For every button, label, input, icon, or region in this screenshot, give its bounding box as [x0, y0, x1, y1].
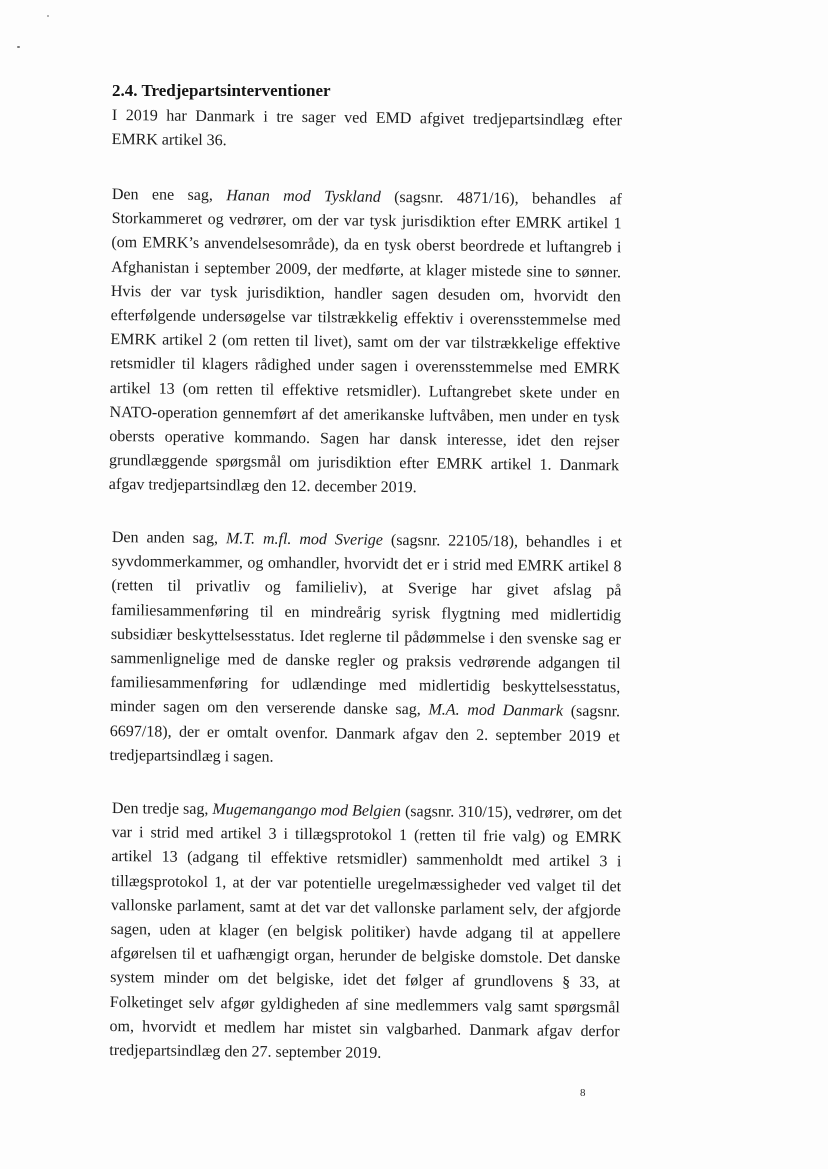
case-lead: Den anden sag,: [111, 529, 227, 548]
case-lead: Den ene sag,: [111, 186, 227, 205]
case-text: (sagsnr. 310/15), vedrører, om det var i strid med artikel 3 i tillægsprotokol 1 (retten til frie valg) og EMRK artikel 13 (adgang til effektive retsmidler) sammenholdt med artikel 3 i tillægsprotokol 1, at der var potentielle uregelmæssigheder ved valget til det vallonske parlament, samt at det var det vallonske parlament selv, der afgjorde sagen, uden at klager (en belgisk politiker) havde adgang til at appellere afgørelsen til et uafhængigt organ, herunder de belgiske domstole. Det danske system minder om det belgiske, idet det følger af grundlovens § 33, at Folketinget selv afgør gyldigheden af sine medlemmers valg samt spørgsmål om, hvorvidt et medlem har mistet sin valgbarhed. Danmark afgav derfor tredjepartsindlæg den 27. september 2019.: [109, 803, 622, 1062]
case-name: Hanan mod Tyskland: [226, 187, 381, 207]
intro-paragraph: I 2019 har Danmark i tre sager ved EMD afgivet tredjepartsindlæg efter EMRK artikel 36.: [111, 106, 622, 150]
case-text: (sagsnr. 4871/16), behandles af Storkammeret og vedrører, om der var tysk jurisdiktion efter EMRK artikel 1 (om EMRK’s anvendelsesområde), da en tysk oberst beordrede et luftangreb i Afghanistan i september 2009, der medførte, at klager mistede sine to sønner. Hvis der var tysk jurisdiktion, handler sagen desuden om, hvorvidt den efterfølgende undersøgelse var tilstrækkelig effektiv i overensstemmelse med EMRK artikel 2 (om retten til livet), samt om der var tilstrækkelige effektive retsmidler til klagers rådighed under sagen i overensstemmelse med EMRK artikel 13 (om retten til effektive retsmidler). Luftangrebet skete under en NATO-operation gennemført af det amerikanske luftvåben, men under en tysk obersts operative kommando. Sagen har dansk interesse, idet den rejser grundlæggende spørgsmål om jurisdiktion efter EMRK artikel 1. Danmark afgav tredjepartsindlæg den 12. december 2019.: [108, 189, 622, 498]
section-heading: 2.4. Tredjepartsinterventioner: [112, 81, 331, 100]
scan-speck: [47, 15, 49, 17]
document-body: [108, 80, 622, 1063]
case-text-continued: (sagsnr. 6697/18), der er omtalt ovenfor. Danmark afgav den 2. september 2019 et tredjepartsindlæg i sagen.: [109, 703, 621, 766]
case-lead: Den tredje sag,: [111, 800, 213, 819]
case-paragraph-mt: [109, 526, 622, 773]
case-name: M.T. m.fl. mod Sverige: [225, 530, 384, 549]
scan-speck: [17, 46, 20, 48]
case-text: (sagsnr. 22105/18), behandles i et syvdommerkammer, og omhandler, hvorvidt det er i strid med EMRK artikel 8 (retten til privatliv og familieliv), at Sverige har givet afslag på familiesammenføring til en mindreårig syrisk flygtning med midlertidig subsidiær beskyttelsesstatus. Idet reglerne til pådømmelse i den svenske sag er sammenlignelige med de danske regler og praksis vedrørende adgangen til familiesammenføring for udlændinge med midlertidig beskyttelsesstatus, minder sagen om den verserende danske sag,: [110, 531, 622, 719]
case-name-secondary: M.A. mod Danmark: [428, 701, 564, 721]
case-paragraph-hanan: [109, 183, 622, 503]
case-name: Mugemangango mod Belgien: [212, 801, 402, 821]
case-paragraph-mugemangango: [109, 797, 622, 1069]
page-number: 8: [580, 1087, 586, 1099]
